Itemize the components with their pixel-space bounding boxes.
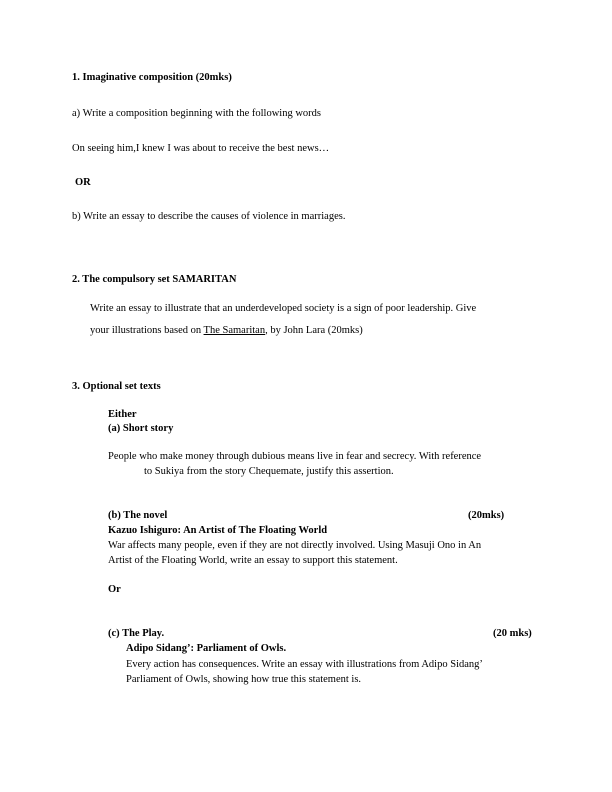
q3-c-line-2: Parliament of Owls, showing how true this statement is.	[126, 674, 362, 685]
q1-part-b: b) Write an essay to describe the causes of violence in marriages.	[72, 211, 346, 222]
q3-or: Or	[108, 584, 121, 595]
q1-heading: 1. Imaginative composition (20mks)	[72, 72, 232, 83]
q2-line-1: Write an essay to illustrate that an underdeveloped society is a sign of poor leadership. Give	[90, 303, 477, 314]
q3-either: Either	[108, 409, 137, 420]
q2-heading: 2. The compulsory set SAMARITAN	[72, 274, 237, 285]
q3-b-subtitle: Kazuo Ishiguro: An Artist of The Floating World	[108, 525, 328, 536]
q3-heading: 3. Optional set texts	[72, 381, 161, 392]
q1-part-a: a) Write a composition beginning with the following words	[72, 108, 322, 119]
q3-a-title: (a) Short story	[108, 423, 174, 434]
q3-a-line-2: to Sukiya from the story Chequemate, justify this assertion.	[144, 466, 394, 477]
q3-c-line-1: Every action has consequences. Write an essay with illustrations from Adipo Sidang’	[126, 659, 483, 670]
q2-book-title: The Samaritan	[203, 325, 266, 336]
q2-line-2-suffix: , by John Lara (20mks)	[265, 325, 363, 336]
q3-b-line-1: War affects many people, even if they are not directly involved. Using Masuji Ono in An	[108, 540, 482, 551]
q3-b-line-2: Artist of the Floating World, write an essay to support this statement.	[108, 555, 398, 566]
q3-a-line-1: People who make money through dubious means live in fear and secrecy. With reference	[108, 451, 482, 462]
q2-line-2-prefix: your illustrations based on	[90, 325, 204, 336]
q1-or: OR	[75, 177, 91, 188]
q3-c-marks: (20 mks)	[493, 628, 532, 639]
q3-b-marks: (20mks)	[468, 510, 505, 521]
q3-c-subtitle: Adipo Sidang’: Parliament of Owls.	[126, 643, 287, 654]
q3-b-title: (b) The novel	[108, 510, 168, 521]
q1-opening-words: On seeing him,I knew I was about to receive the best news…	[72, 143, 330, 154]
q3-c-title: (c) The Play.	[108, 628, 165, 639]
q2-line-2	[90, 325, 363, 338]
